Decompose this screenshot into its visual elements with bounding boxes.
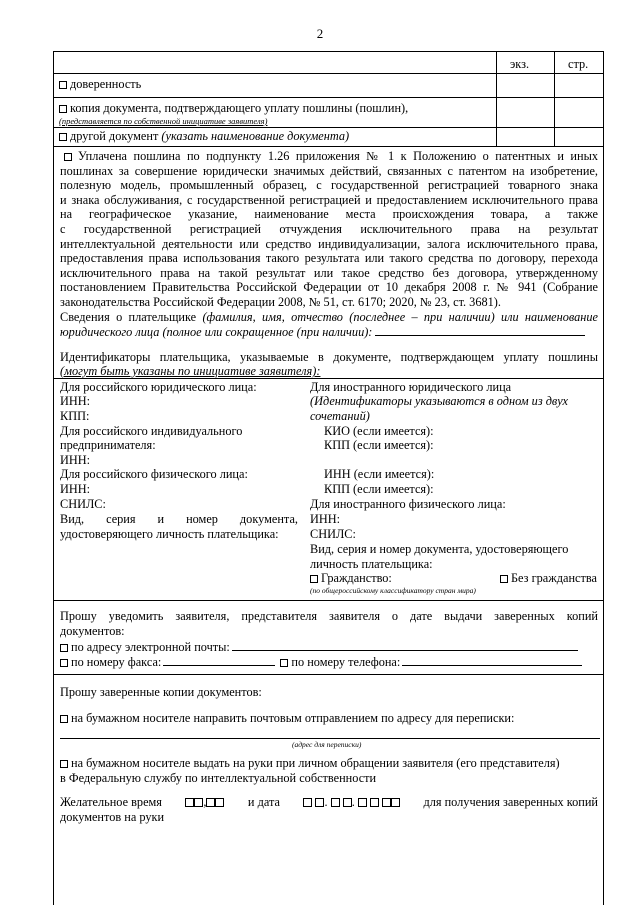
fee-line: и знака обслуживания, с государственной регистрацией и предоставлением исключительного права [60, 192, 598, 207]
fee-line: на географическое указание, наименование места происхождения товара, а также [60, 207, 598, 222]
foreign-person-doc: Вид, серия и номер документа, удостоверяющего [310, 542, 569, 556]
no-citizenship-option[interactable]: Без гражданства [500, 571, 597, 586]
copies-request: Прошу заверенные копии документов: [60, 685, 262, 699]
fee-line: законодательства Российской Федерации 2008, № 51, ст. 6170; 2020, № 23, ст. 3681). [60, 294, 501, 309]
identifiers-note: (могут быть указаны по инициативе заявителя): [60, 364, 321, 378]
fee-paid-checkbox[interactable] [64, 153, 72, 161]
foreign-note: (Идентификаторы указываются в одном из двух [310, 394, 569, 408]
fee-line: интеллектуальной деятельности или средство индивидуализации, залога исключительного права, [60, 236, 598, 251]
ru-person-inn: ИНН: [60, 482, 91, 496]
notify-request: Прошу уведомить заявителя, представителя заявителя о дате выдачи заверенных копий [60, 609, 598, 623]
ru-person-label: Для российского физического лица: [60, 467, 248, 481]
email-checkbox[interactable] [60, 644, 68, 652]
copies-in-person-option[interactable]: на бумажном носителе выдать на руки при личном обращении заявителя (его представителя) [60, 756, 560, 771]
page-number: 2 [316, 26, 324, 41]
foreign-note-2: сочетаний) [310, 409, 370, 423]
in-person-checkbox[interactable] [60, 760, 68, 768]
preferred-time: Желательное время , и дата . . для получения заверенных копий [60, 795, 598, 809]
fee-line: исключительного права на такой результат или такое средство без договора, утвержденному [60, 265, 598, 280]
mail-checkbox[interactable] [60, 715, 68, 723]
header-copies: экз. [510, 57, 530, 71]
fee-line: предоставления права использования такого результата или такого средства по договору, перехода [60, 251, 598, 266]
citizenship-checkbox[interactable] [310, 575, 318, 583]
ru-person-snils: СНИЛС: [60, 497, 106, 511]
fee-line: пошлинах за совершение юридически значимых действий, связанных с патентом на изобретение, [60, 163, 598, 178]
foreign-legal-label: Для иностранного юридического лица [310, 380, 512, 394]
email-field[interactable] [232, 639, 578, 651]
fee-line: с государственной регистрацией отчуждения исключительного права на результат [60, 221, 598, 236]
identifiers-block: Идентификаторы плательщика, указываемые в документе, подтверждающем уплату пошлины [60, 350, 598, 364]
copies-mail-option[interactable]: на бумажном носителе направить почтовым отправлением по адресу для переписки: [60, 711, 514, 726]
inn-a-label: ИНН (если имеется): [324, 467, 435, 481]
ru-ip-label-2: предпринимателя: [60, 438, 156, 452]
date-field[interactable]: . . [303, 795, 400, 810]
ru-legal-label: Для российского юридического лица: [60, 380, 257, 394]
form-table [53, 51, 604, 905]
kpp-b-label: КПП (если имеется): [324, 482, 434, 496]
foreign-person-snils: СНИЛС: [310, 527, 356, 541]
fee-line: полезную модель, промышленный образец, с государственной регистрацией товарного знака [60, 178, 598, 193]
ru-ip-inn: ИНН: [60, 453, 91, 467]
fee-line: постановлением Правительства Российской Федерации от 10 декабря 2008 г. № 941 (Собрание [60, 280, 598, 295]
time-field[interactable]: , [185, 795, 224, 810]
phone-checkbox[interactable] [280, 659, 288, 667]
ru-legal-inn: ИНН: [60, 394, 91, 408]
other-doc-checkbox[interactable] [59, 133, 67, 141]
foreign-person-doc-2: личность плательщика: [310, 557, 433, 571]
ru-ip-label: Для российского индивидуального [60, 424, 243, 438]
fax-field[interactable] [163, 654, 275, 666]
notify-request-2: документов: [60, 624, 125, 638]
notify-email-option[interactable]: по адресу электронной почты: [60, 639, 578, 655]
preferred-time-2: документов на руки [60, 810, 165, 824]
fee-paragraph [60, 149, 598, 339]
foreign-person-label: Для иностранного физического лица: [310, 497, 506, 511]
citizenship-option[interactable]: Гражданство: [310, 571, 392, 586]
header-pages: стр. [568, 57, 589, 71]
notify-fax-option[interactable]: по номеру факса: по номеру телефона: [60, 654, 582, 670]
ru-person-doc: Вид, серия и номер документа, [60, 512, 298, 526]
payer-info-field[interactable] [375, 324, 585, 336]
copies-column-divider [496, 52, 497, 146]
row-fee-copy[interactable]: копия документа, подтверждающего уплату пошлины (пошлин), [59, 101, 408, 116]
payer-info-line: юридического лица (полное или сокращенное (при наличии): [60, 324, 598, 339]
address-note: (адрес для переписки) [292, 740, 362, 749]
kio-label: КИО (если имеется): [324, 424, 434, 438]
classifier-note: (по общероссийскому классификатору стран мира) [310, 586, 476, 595]
fee-copy-note: (представляется по собственной инициативе заявителя) [59, 116, 268, 126]
row-power-of-attorney[interactable]: доверенность [59, 77, 141, 92]
pages-column-divider [554, 52, 555, 146]
payer-info-line: Сведения о плательщике (фамилия, имя, отчество (последнее – при наличии) или наименование [60, 309, 598, 324]
ru-person-doc-2: удостоверяющего личность плательщика: [60, 527, 279, 541]
fee-copy-checkbox[interactable] [59, 105, 67, 113]
copies-in-person-2: в Федеральную службу по интеллектуальной собственности [60, 771, 377, 785]
ru-legal-kpp: КПП: [60, 409, 90, 423]
fee-line: Уплачена пошлина по подпункту 1.26 приложения № 1 к Положению о патентных и иных [60, 149, 598, 164]
kpp-a-label: КПП (если имеется): [324, 438, 434, 452]
no-citizenship-checkbox[interactable] [500, 575, 508, 583]
address-field[interactable] [60, 727, 600, 739]
foreign-person-inn: ИНН: [310, 512, 341, 526]
row-other-doc[interactable]: другой документ (указать наименование документа) [59, 129, 349, 144]
phone-field[interactable] [402, 654, 582, 666]
fax-checkbox[interactable] [60, 659, 68, 667]
power-of-attorney-checkbox[interactable] [59, 81, 67, 89]
